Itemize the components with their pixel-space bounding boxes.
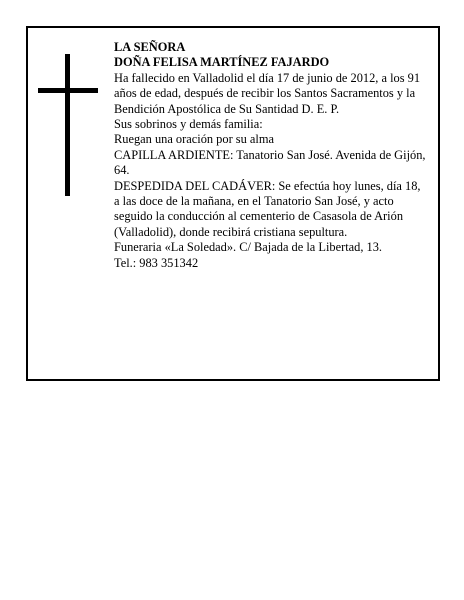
cross-icon — [38, 54, 98, 196]
farewell-details: DESPEDIDA DEL CADÁVER: Se efectúa hoy lunes, día 18, a las doce de la mañana, en el Tanatorio San José, y acto seguido la conducción al cementerio de Casasola de Arión (Valladolid), donde recibirá cristiana sepultura. — [114, 178, 421, 239]
death-statement: Ha fallecido en Valladolid el día 17 de junio de 2012, a los 91 años de edad, después de recibir los Santos Sacramentos y la Bendición Apostólica de Su Santidad D. E. P. — [114, 70, 421, 116]
chapel-details: CAPILLA ARDIENTE: Tanatorio San José. Avenida de Gijón, 64. — [114, 147, 426, 178]
notice-title: LA SEÑORA — [114, 40, 186, 54]
cross-horizontal-bar — [38, 88, 98, 93]
obituary-text-block — [114, 40, 426, 271]
cross-vertical-bar — [65, 54, 70, 196]
phone-number: Tel.: 983 351342 — [114, 255, 199, 270]
deceased-name: DOÑA FELISA MARTÍNEZ FAJARDO — [114, 55, 330, 70]
funeral-home: Funeraria «La Soledad». C/ Bajada de la Libertad, 13. — [114, 240, 383, 255]
family-line: Sus sobrinos y demás familia: — [114, 117, 263, 132]
prayer-request: Ruegan una oración por su alma — [114, 132, 274, 147]
